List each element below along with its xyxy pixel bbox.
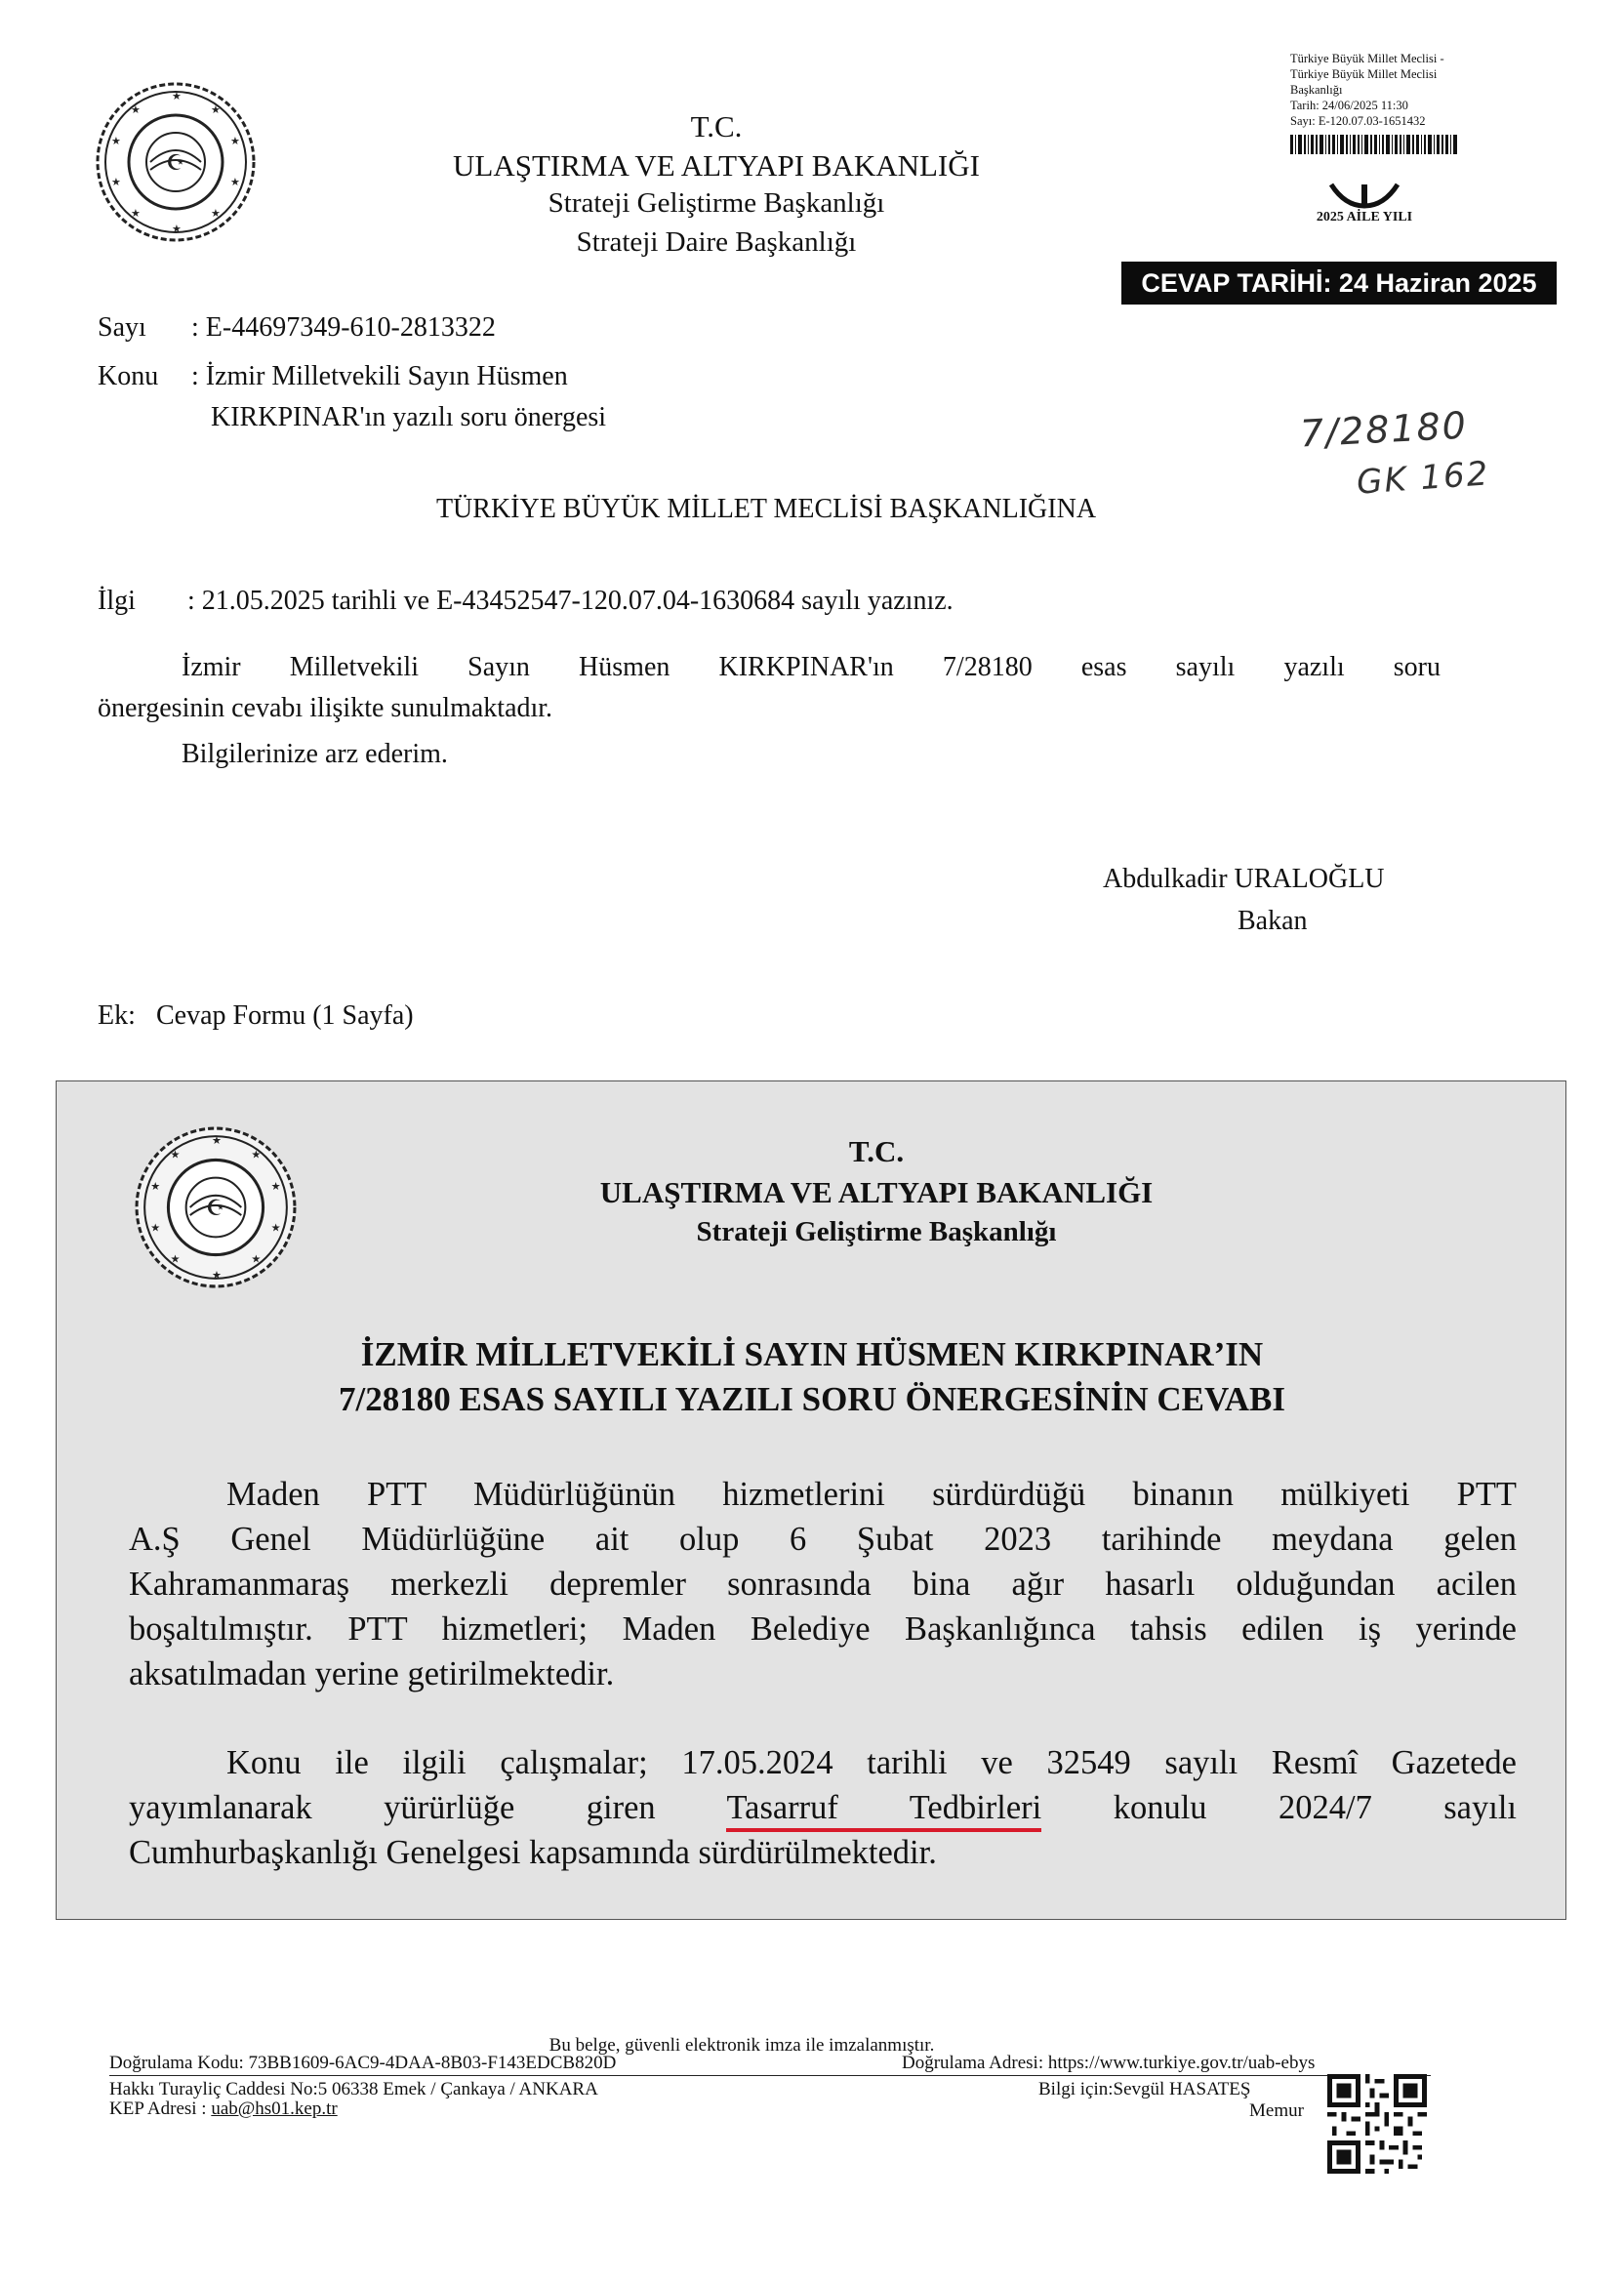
svg-text:★: ★ <box>172 223 182 235</box>
konu-label: Konu <box>98 361 159 391</box>
svg-text:★: ★ <box>211 1134 222 1148</box>
form-p2-line3: Cumhurbaşkanlığı Genelgesi kapsamında sürdürülmektedir. <box>129 1834 937 1871</box>
form-paragraph-1 <box>129 1472 1517 1696</box>
form-p2-line2-pre: yayımlanarak yürürlüğe giren <box>129 1789 656 1826</box>
addressee: TÜRKİYE BÜYÜK MİLLET MECLİSİ BAŞKANLIĞINA <box>435 494 1097 524</box>
stamp-line2: Türkiye Büyük Millet Meclisi <box>1290 67 1438 81</box>
form-p1-line: Maden PTT Müdürlüğünün hizmetlerini sürdürdüğü binanın mülkiyeti PTT <box>226 1476 1517 1513</box>
letter-paragraph-line2: önergesinin cevabı ilişikte sunulmaktadır. <box>98 693 553 723</box>
handwritten-number: 7/28180 <box>1298 403 1469 456</box>
svg-text:★: ★ <box>230 135 240 147</box>
registry-stamp <box>1290 51 1544 154</box>
footer-verification-address <box>902 2053 1315 2074</box>
svg-text:★: ★ <box>170 1148 181 1161</box>
svg-text:★: ★ <box>150 1221 161 1235</box>
svg-text:★: ★ <box>270 1221 281 1235</box>
stamp-number: Sayı: E-120.07.03-1651432 <box>1290 114 1426 128</box>
footer-code-label: Doğrulama Kodu: <box>109 2053 244 2073</box>
svg-text:★: ★ <box>211 207 221 220</box>
svg-text:★: ★ <box>150 1179 161 1193</box>
signer-title: Bakan <box>1238 906 1308 936</box>
ilgi-value: : 21.05.2025 tarihli ve E-43452547-120.07.04-1630684 sayılı yazınız. <box>187 586 954 616</box>
stamp-line1: Türkiye Büyük Millet Meclisi - <box>1290 52 1444 65</box>
header-department: Strateji Daire Başkanlığı <box>576 226 857 258</box>
answer-date-banner: CEVAP TARİHİ: 24 Haziran 2025 <box>1121 262 1557 305</box>
form-header-presidency: Strateji Geliştirme Başkanlığı <box>696 1216 1057 1247</box>
family-year-mark <box>1306 181 1423 225</box>
svg-text:★: ★ <box>230 176 240 188</box>
svg-text:★: ★ <box>170 1252 181 1266</box>
footer-verify-link[interactable]: https://www.turkiye.gov.tr/uab-ebys <box>1047 2053 1316 2073</box>
qr-code-icon <box>1327 2074 1427 2174</box>
form-p2-line2 <box>129 1785 1517 1830</box>
header-presidency: Strateji Geliştirme Başkanlığı <box>548 187 885 219</box>
form-p1-line: A.Ş Genel Müdürlüğüne ait olup 6 Şubat 2023 tarihinde meydana gelen <box>129 1521 1517 1558</box>
handwritten-code: GK 162 <box>1355 454 1491 503</box>
svg-text:★: ★ <box>251 1148 262 1161</box>
attachment-label: Ek: <box>98 1000 136 1031</box>
form-p1-line: aksatılmadan yerine getirilmektedir. <box>129 1655 615 1692</box>
header-ministry: ULAŞTIRMA VE ALTYAPI BAKANLIĞI <box>453 148 980 183</box>
ilgi-label: İlgi <box>98 586 136 616</box>
svg-text:★: ★ <box>270 1179 281 1193</box>
stamp-date: Tarih: 24/06/2025 11:30 <box>1290 99 1408 112</box>
footer-esign-note: Bu belge, güvenli elektronik imza ile imzalanmıştır. <box>548 2035 935 2056</box>
footer-code-value: 73BB1609-6AC9-4DAA-8B03-F143EDCB820D <box>248 2053 617 2073</box>
form-title-line1: İZMİR MİLLETVEKİLİ SAYIN HÜSMEN KIRKPINAR’IN <box>360 1335 1264 1373</box>
footer-contact: Bilgi için:Sevgül HASATEŞ <box>1038 2079 1251 2099</box>
family-year-icon <box>1325 181 1403 210</box>
stamp-line3: Başkanlığı <box>1290 83 1343 97</box>
svg-text:★: ★ <box>131 207 141 220</box>
svg-text:★: ★ <box>211 1268 222 1282</box>
svg-text:★: ★ <box>111 135 121 147</box>
form-header-tc: T.C. <box>848 1134 905 1168</box>
sayi-value: : E-44697349-610-2813322 <box>191 312 496 343</box>
answer-form <box>56 1080 1566 1920</box>
footer-address: Hakkı Turayliç Caddesi No:5 06338 Emek / Çankaya / ANKARA <box>109 2079 598 2099</box>
form-title-line2: 7/28180 ESAS SAYILI YAZILI SORU ÖNERGESİNİN CEVABI <box>339 1380 1285 1418</box>
form-p1-line: boşaltılmıştır. PTT hizmetleri; Maden Belediye Başkanlığınca tahsis edilen iş yerinde <box>129 1610 1517 1648</box>
footer-kep-label: KEP Adresi : <box>109 2099 207 2119</box>
letter-closing: Bilgilerinize arz ederim. <box>182 739 448 769</box>
sayi-label: Sayı <box>98 312 146 343</box>
form-p2-line2-post: konulu 2024/7 sayılı <box>1113 1789 1517 1826</box>
highlighted-phrase: Tasarruf Tedbirleri <box>726 1789 1041 1832</box>
svg-text:☪: ☪ <box>166 151 185 176</box>
form-paragraph-2 <box>129 1740 1517 1875</box>
header-tc: T.C. <box>690 109 743 143</box>
footer-verify-label: Doğrulama Adresi: <box>902 2053 1044 2073</box>
stamp-barcode <box>1290 135 1544 154</box>
svg-text:★: ★ <box>111 176 121 188</box>
form-p1-line: Kahramanmaraş merkezli depremler sonrasında bina ağır hasarlı olduğundan acilen <box>129 1566 1517 1603</box>
footer-verification-code <box>109 2053 616 2074</box>
svg-text:☪: ☪ <box>206 1196 225 1222</box>
footer-kep-link[interactable]: uab@hs01.kep.tr <box>211 2099 338 2119</box>
svg-text:★: ★ <box>251 1252 262 1266</box>
svg-text:★: ★ <box>131 103 141 116</box>
svg-text:★: ★ <box>172 90 182 102</box>
letter-paragraph-line1: İzmir Milletvekili Sayın Hüsmen KIRKPINAR'ın 7/28180 esas sayılı yazılı soru <box>182 652 1441 682</box>
attachment-value: Cevap Formu (1 Sayfa) <box>156 1000 414 1031</box>
form-p2-line1: Konu ile ilgili çalışmalar; 17.05.2024 tarihli ve 32549 sayılı Resmî Gazetede <box>226 1744 1517 1781</box>
footer-divider <box>109 2075 1431 2076</box>
form-header-ministry: ULAŞTIRMA VE ALTYAPI BAKANLIĞI <box>599 1175 1154 1209</box>
footer-kep <box>109 2099 338 2120</box>
konu-value-line1: : İzmir Milletvekili Sayın Hüsmen <box>191 361 568 391</box>
footer-contact-role: Memur <box>1249 2100 1304 2121</box>
signer-name: Abdulkadir URALOĞLU <box>1103 864 1385 894</box>
svg-text:★: ★ <box>211 103 221 116</box>
konu-value-line2: KIRKPINAR'ın yazılı soru önergesi <box>211 402 607 432</box>
family-year-label: 2025 AİLE YILI <box>1316 210 1413 224</box>
